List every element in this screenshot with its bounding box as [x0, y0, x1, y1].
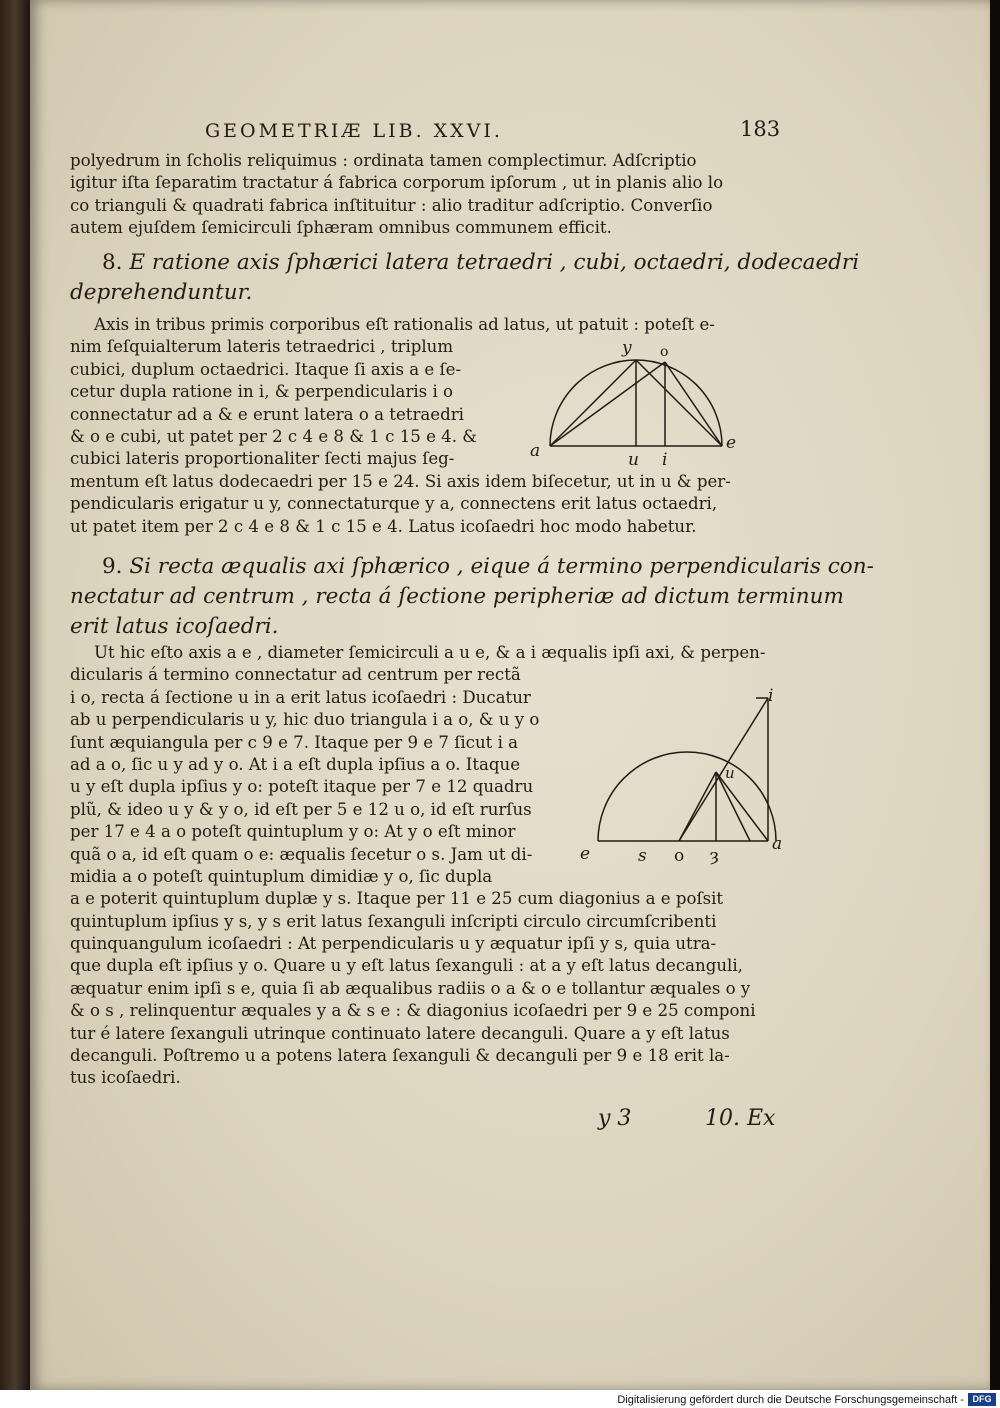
- text-line: pendicularis erigatur u y, connectaturque y a, connectens erit latus octaedri,: [70, 494, 718, 514]
- chord-ye: [636, 360, 722, 446]
- text-line: mentum eſt latus dodecaedri per 15 e 24. Si axis idem biſecetur, ut in u & per-: [70, 471, 731, 491]
- section-9-heading: [70, 552, 874, 642]
- text-line: a e poterit quintuplum duplæ y s. Itaque per 11 e 25 cum diagonius a e poſsit: [70, 889, 724, 909]
- text-line: cubici lateris proportionaliter ſecti majus ſeg-: [70, 449, 455, 469]
- icosahedron-figure: [578, 668, 798, 873]
- point-label-s: s: [638, 846, 647, 866]
- text-line: ad a o, ſic u y ad y o. At i a eſt dupla ipſius a o. Itaque: [70, 754, 521, 774]
- section-8-title-line: deprehenduntur.: [70, 280, 253, 305]
- chord-oe: [665, 362, 722, 446]
- point-label-o: o: [660, 344, 669, 360]
- section-9-title-line: Si recta æqualis axi ſphærico , eique á termino perpendicularis con-: [129, 554, 874, 579]
- text-line: ab u perpendicularis u y, hic duo triangula i a o, & u y o: [70, 710, 540, 730]
- section-9-number: 9.: [102, 554, 123, 579]
- text-line: æquatur enim ipſi s e, quia ſi ab æqualibus radiis o a & o e tollantur æquales o y: [70, 978, 751, 998]
- point-label-a: a: [772, 834, 783, 854]
- section-8-number: 8.: [102, 250, 123, 275]
- text-line: plũ, & ideo u y & y o, id eſt per 5 e 12 u o, id eſt rurſus: [70, 799, 532, 819]
- section-8-title-line: E ratione axis ſphærici latera tetraedri , cubi, octaedri, dodecaedri: [129, 250, 860, 275]
- text-line: connectatur ad a & e erunt latera o a tetraedri: [70, 404, 464, 424]
- point-label-i: i: [662, 450, 668, 470]
- point-label-u: u: [725, 764, 735, 782]
- text-line: co trianguli & quadrati fabrica inſtituitur : alio traditur adſcriptio. Converſio: [70, 195, 713, 215]
- text-line: & o s , relinquentur æquales y a & s e : & diagonius icoſaedri per 9 e 25 componi: [70, 1001, 756, 1021]
- text-line: igitur iſta ſeparatim tractatur á fabrica corporum ipſorum , ut in planis alio lo: [70, 173, 724, 193]
- dfg-logo: DFG: [968, 1393, 996, 1406]
- text-line: quintuplum ipſius y s, y s erit latus ſexanguli inſcripti circulo circumſcribenti: [70, 911, 717, 931]
- section-9-title-line: erit latus icoſaedri.: [70, 614, 279, 639]
- catchword: 10. Ex: [705, 1106, 776, 1131]
- point-label-y: ȝ: [710, 846, 719, 866]
- point-label-e: e: [726, 433, 737, 453]
- opening-paragraph: [70, 150, 770, 240]
- point-label-e: e: [580, 844, 591, 864]
- semicircle-figure: [528, 338, 748, 473]
- text-line: Ut hic eſto axis a e , diameter ſemicirculi a u e, & a i æqualis ipſi axi, & perpen-: [94, 643, 766, 662]
- section-8-heading: [70, 248, 860, 308]
- text-line: Axis in tribus primis corporibus eſt rationalis ad latus, ut patuit : poteſt e-: [94, 315, 715, 334]
- icosahedron-diagram: [578, 668, 798, 873]
- point-label-u: u: [628, 450, 639, 470]
- text-line: ut patet item per 2 c 4 e 8 & 1 c 15 e 4. Latus icoſaedri hoc modo habetur.: [70, 516, 697, 536]
- line-ua: [716, 772, 768, 841]
- text-line: polyedrum in ſcholis reliquimus : ordinata tamen complectimur. Adſcriptio: [70, 151, 697, 170]
- text-line: cubici, duplum octaedrici. Itaque ſi axis a e ſe-: [70, 359, 462, 379]
- point-label-y: y: [622, 338, 632, 358]
- page-number: 183: [740, 117, 781, 141]
- text-line: per 17 e 4 a o poteſt quintuplum y o: At y o eſt minor: [70, 822, 516, 842]
- text-line: quinquangulum icoſaedri : At perpendicularis u y æquatur ipſi y s, quia utra-: [70, 934, 717, 954]
- text-line: dicularis á termino connectatur ad centrum per rectã: [70, 665, 521, 685]
- text-line: que dupla eſt ipſius y o. Quare u y eſt latus ſexanguli : at a y eſt latus decanguli,: [70, 956, 743, 976]
- text-line: autem ejuſdem ſemicirculi ſphæram omnibus communem efficit.: [70, 218, 612, 238]
- text-line: u y eſt dupla ipſius y o: poteſt itaque per 7 e 12 quadru: [70, 777, 534, 797]
- line-us: [716, 772, 750, 841]
- text-line: midia a o poteſt quintuplum dimidiæ y o, ſic dupla: [70, 866, 493, 886]
- point-label-i: i: [768, 686, 774, 706]
- line-uo: [679, 772, 716, 841]
- text-line: decanguli. Poſtremo u a potens latera ſexanguli & decanguli per 9 e 18 erit la-: [70, 1046, 730, 1066]
- chord-ao: [550, 362, 665, 446]
- text-line: tus icoſaedri.: [70, 1068, 181, 1088]
- point-label-a: a: [530, 441, 541, 461]
- text-line: nim ſeſquialterum lateris tetraedrici , triplum: [70, 337, 454, 357]
- text-line: i o, recta á ſectione u in a erit latus icoſaedri : Ducatur: [70, 687, 531, 707]
- line-io: [679, 698, 768, 841]
- text-line: tur é latere ſexanguli utrinque continuato latere decanguli. Quare a y eſt latus: [70, 1023, 730, 1043]
- signature-mark: y 3: [598, 1106, 632, 1131]
- running-head: GEOMETRIÆ LIB. XXVI.: [205, 120, 503, 142]
- footer-credit: Digitalisierung gefördert durch die Deutsche Forschungsgemeinschaft -: [617, 1394, 964, 1406]
- chord-ya: [550, 360, 636, 446]
- book-binding: [0, 0, 30, 1390]
- text-line: quã o a, id eſt quam o e: æqualis ſecetur o s. Jam ut di-: [70, 844, 533, 864]
- text-line: cetur dupla ratione in i, & perpendicularis i o: [70, 382, 454, 402]
- text-line: ſunt æquiangula per c 9 e 7. Itaque per 9 e 7 ſicut i a: [70, 732, 519, 752]
- text-line: & o e cubi, ut patet per 2 c 4 e 8 & 1 c 15 e 4. &: [70, 426, 478, 446]
- point-label-o: o: [674, 846, 685, 866]
- section-9-title-line: nectatur ad centrum , recta á ſectione peripheriæ ad dictum terminum: [70, 584, 844, 609]
- footer-strip: [0, 1390, 1000, 1408]
